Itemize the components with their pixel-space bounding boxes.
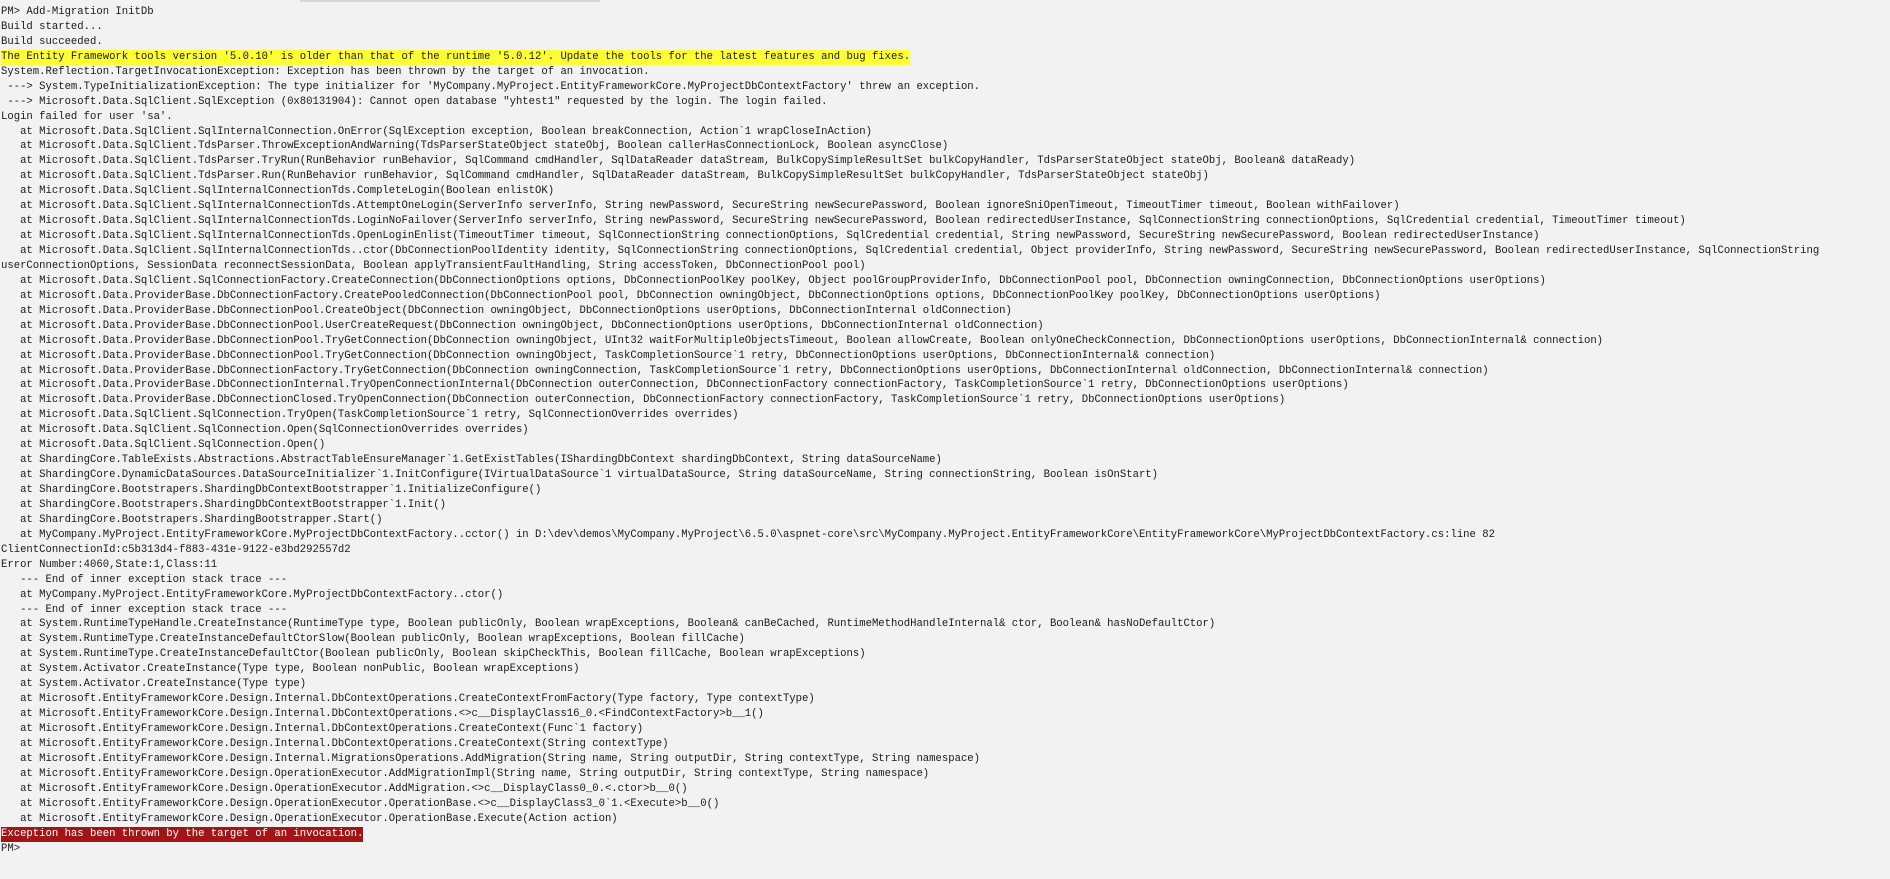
console-line-text: at MyCompany.MyProject.EntityFrameworkCore.MyProjectDbContextFactory..ctor(): [1, 588, 504, 601]
prompt-line: [0, 842, 1890, 857]
console-line: [0, 393, 1890, 408]
console-line-text: at Microsoft.EntityFrameworkCore.Design.Internal.DbContextOperations.CreateContext(String contextType): [1, 737, 669, 750]
console-line-text: at Microsoft.EntityFrameworkCore.Design.OperationExecutor.OperationBase.<>c__DisplayClass3_0`1.<Execute>b__0(): [1, 797, 720, 810]
console-line-text: PM>: [1, 842, 21, 855]
console-line-text: at MyCompany.MyProject.EntityFrameworkCore.MyProjectDbContextFactory..cctor() in D:\dev\demos\MyCompany.MyProject\6.5.0\aspnet-core\src\MyCompany.MyProject.EntityFrameworkCore\EntityFrameworkCore\MyProjectDbContextFactory.cs:line 82: [1, 528, 1495, 541]
console-line: [0, 558, 1890, 573]
console-line: [0, 662, 1890, 677]
console-line-text: at Microsoft.Data.SqlClient.SqlInternalConnectionTds..ctor(DbConnectionPoolIdentity identity, SqlConnectionString connectionOptions, SqlCredential credential, Object providerInfo, String newPassword, SecureString newSecurePassword, Boolean redirectedUserInstance, SqlConnectionString: [1, 245, 1820, 257]
console-line: [0, 438, 1890, 453]
console-line-text: Exception has been thrown by the target of an invocation.: [1, 827, 364, 840]
console-line: [0, 229, 1890, 244]
console-line-text: at Microsoft.Data.SqlClient.SqlInternalConnectionTds.LoginNoFailover(ServerInfo serverInfo, String newPassword, SecureString newSecurePassword, Boolean redirectedUserInstance, SqlConnectionString connectionOptions, SqlCredential credential, TimeoutTimer timeout): [1, 215, 1686, 228]
console-line-text: The Entity Framework tools version '5.0.10' is older than that of the runtime '5.0.12'. Update the tools for the latest features and bug fixes.: [1, 50, 911, 63]
error-message-line: [0, 827, 1890, 842]
console-line: [0, 528, 1890, 543]
console-line: [0, 154, 1890, 169]
console-line-text: at ShardingCore.DynamicDataSources.DataSourceInitializer`1.InitConfigure(IVirtualDataSource`1 virtualDataSource, String dataSourceName, String connectionString, Boolean isOnStart): [1, 469, 1159, 482]
console-line-text: at Microsoft.EntityFrameworkCore.Design.Internal.DbContextOperations.<>c__DisplayClass16_0.<FindContextFactory>b__1(): [1, 708, 764, 721]
console-line-text: at System.Activator.CreateInstance(Type type): [1, 678, 307, 691]
console-line-text: at Microsoft.Data.SqlClient.SqlConnection.Open(SqlConnectionOverrides overrides): [1, 424, 529, 437]
console-line-text: at Microsoft.Data.SqlClient.SqlInternalConnectionTds.AttemptOneLogin(ServerInfo serverInfo, String newPassword, SecureString newSecurePassword, Boolean ignoreSniOpenTimeout, TimeoutTimer timeout, Boolean withFailover): [1, 200, 1400, 213]
console-line: [0, 782, 1890, 797]
console-line-text: at Microsoft.Data.SqlClient.SqlConnection.Open(): [1, 439, 326, 452]
console-line-text: System.Reflection.TargetInvocationException: Exception has been thrown by the target of an invocation.: [1, 65, 650, 78]
console-line: [0, 408, 1890, 423]
console-line: [0, 812, 1890, 827]
console-line-text: at Microsoft.Data.SqlClient.SqlConnection.TryOpen(TaskCompletionSource`1 retry, SqlConnectionOverrides overrides): [1, 409, 739, 422]
console-line-text: at Microsoft.Data.ProviderBase.DbConnectionFactory.TryGetConnection(DbConnection owningConnection, TaskCompletionSource`1 retry, DbConnectionOptions userOptions, DbConnectionInternal oldConnection, DbConnectionInternal& connection): [1, 364, 1489, 377]
console-line-text: PM> Add-Migration InitDb: [1, 6, 154, 18]
command-prompt-line: [0, 5, 1890, 20]
console-line: [0, 423, 1890, 438]
console-line: [0, 737, 1890, 752]
console-line: [0, 498, 1890, 513]
console-line-text: at Microsoft.EntityFrameworkCore.Design.Internal.MigrationsOperations.AddMigration(String name, String outputDir, String contextType, String namespace): [1, 752, 981, 765]
console-line-text: at Microsoft.Data.ProviderBase.DbConnectionInternal.TryOpenConnectionInternal(DbConnection outerConnection, DbConnectionFactory connectionFactory, TaskCompletionSource`1 retry, DbConnectionOptions userOptions): [1, 379, 1349, 392]
console-line: [0, 797, 1890, 812]
console-line: [0, 617, 1890, 632]
console-line-text: ClientConnectionId:c5b313d4-f883-431e-9122-e3bd292557d2: [1, 543, 351, 556]
console-line-text: at Microsoft.Data.SqlClient.SqlInternalConnectionTds.OpenLoginEnlist(TimeoutTimer timeout, SqlConnectionString connectionOptions, SqlCredential credential, String newPassword, SecureString newSecurePassword, Boolean redirectedUserInstance): [1, 230, 1540, 243]
console-line: [0, 289, 1890, 304]
console-line-text: at ShardingCore.Bootstrapers.ShardingDbContextBootstrapper`1.InitializeConfigure(): [1, 484, 542, 496]
console-line: [0, 722, 1890, 737]
console-line-text: at System.RuntimeTypeHandle.CreateInstance(RuntimeType type, Boolean publicOnly, Boolean wrapExceptions, Boolean& canBeCached, RuntimeMethodHandleInternal& ctor, Boolean& hasNoDefaultCtor): [1, 618, 1216, 631]
console-line-text: at Microsoft.EntityFrameworkCore.Design.OperationExecutor.OperationBase.Execute(Action action): [1, 812, 618, 825]
console-line-text: at Microsoft.Data.SqlClient.SqlInternalConnection.OnError(SqlException exception, Boolean breakConnection, Action`1 wrapCloseInAction): [1, 125, 872, 138]
console-line: [0, 20, 1890, 35]
console-line: [0, 259, 1890, 274]
warning-message-line: [0, 50, 1890, 65]
console-line: [0, 647, 1890, 662]
console-line: [0, 483, 1890, 498]
console-line: [0, 169, 1890, 184]
console-line-text: at Microsoft.Data.ProviderBase.DbConnectionPool.TryGetConnection(DbConnection owningObject, TaskCompletionSource`1 retry, DbConnectionOptions userOptions, DbConnectionInternal& connection): [1, 349, 1216, 362]
console-line: [0, 199, 1890, 214]
console-line-text: at Microsoft.Data.SqlClient.SqlInternalConnectionTds.CompleteLogin(Boolean enlistOK): [1, 185, 555, 198]
console-line: [0, 603, 1890, 618]
console-line: [0, 244, 1890, 259]
console-line: [0, 468, 1890, 483]
console-line: [0, 707, 1890, 722]
console-line-text: at Microsoft.EntityFrameworkCore.Design.OperationExecutor.AddMigrationImpl(String name, String outputDir, String contextType, String namespace): [1, 767, 930, 780]
console-line-text: at Microsoft.Data.ProviderBase.DbConnectionFactory.CreatePooledConnection(DbConnectionPool pool, DbConnection owningObject, DbConnectionOptions options, DbConnectionPoolKey poolKey, DbConnectionOptions userOptions): [1, 289, 1381, 302]
console-line: [0, 274, 1890, 289]
console-line: [0, 692, 1890, 707]
console-line: [0, 214, 1890, 229]
console-line-text: at Microsoft.Data.ProviderBase.DbConnectionPool.CreateObject(DbConnection owningObject, DbConnectionOptions userOptions, DbConnectionInternal oldConnection): [1, 304, 1012, 317]
console-line: [0, 677, 1890, 692]
console-line-text: at ShardingCore.Bootstrapers.ShardingBootstrapper.Start(): [1, 513, 383, 526]
console-line-text: at Microsoft.EntityFrameworkCore.Design.Internal.DbContextOperations.CreateContextFromFactory(Type factory, Type contextType): [1, 693, 815, 706]
console-line-text: at Microsoft.EntityFrameworkCore.Design.Internal.DbContextOperations.CreateContext(Func`1 factory): [1, 723, 644, 735]
console-line: [0, 125, 1890, 140]
console-line-text: at ShardingCore.TableExists.Abstractions.AbstractTableEnsureManager`1.GetExistTables(IShardingDbContext shardingDbContext, String dataSourceName): [1, 454, 942, 467]
console-line: [0, 349, 1890, 364]
console-line-text: at Microsoft.Data.ProviderBase.DbConnectionClosed.TryOpenConnection(DbConnection outerConnection, DbConnectionFactory connectionFactory, TaskCompletionSource`1 retry, DbConnectionOptions userOptions): [1, 394, 1286, 407]
console-line-text: ---> System.TypeInitializationException: The type initializer for 'MyCompany.MyProject.EntityFrameworkCore.MyProjectDbContextFactory' threw an exception.: [1, 80, 981, 93]
horizontal-scroll-indicator[interactable]: [300, 0, 600, 2]
console-line: [0, 184, 1890, 199]
console-line-text: userConnectionOptions, SessionData reconnectSessionData, Boolean applyTransientFaultHandling, String accessToken, DbConnectionPool pool): [1, 259, 866, 272]
console-line: [0, 573, 1890, 588]
console-line: [0, 319, 1890, 334]
console-line-text: ---> Microsoft.Data.SqlClient.SqlException (0x80131904): Cannot open database "yhtest1" requested by the login. The login failed.: [1, 95, 828, 108]
console-line: [0, 65, 1890, 80]
console-line-text: at System.Activator.CreateInstance(Type type, Boolean nonPublic, Boolean wrapExceptions): [1, 663, 580, 676]
console-line-text: at Microsoft.Data.SqlClient.TdsParser.Run(RunBehavior runBehavior, SqlCommand cmdHandler, SqlDataReader dataStream, BulkCopySimpleResultSet bulkCopyHandler, TdsParserStateObject stateObj): [1, 170, 1209, 183]
console-line-text: at ShardingCore.Bootstrapers.ShardingDbContextBootstrapper`1.Init(): [1, 498, 447, 511]
console-line-text: Build succeeded.: [1, 35, 103, 48]
console-line-text: --- End of inner exception stack trace ---: [1, 573, 288, 586]
console-line-text: at Microsoft.Data.SqlClient.TdsParser.TryRun(RunBehavior runBehavior, SqlCommand cmdHandler, SqlDataReader dataStream, BulkCopySimpleResultSet bulkCopyHandler, TdsParserStateObject stateObj, Boolean& dataReady): [1, 155, 1356, 168]
console-line: [0, 139, 1890, 154]
console-line-text: --- End of inner exception stack trace ---: [1, 603, 288, 616]
console-line: [0, 513, 1890, 528]
console-line: [0, 588, 1890, 603]
console-line-text: at Microsoft.Data.SqlClient.TdsParser.ThrowExceptionAndWarning(TdsParserStateObject stateObj, Boolean callerHasConnectionLock, Boolean asyncClose): [1, 140, 949, 153]
console-line: [0, 80, 1890, 95]
console-output: [0, 5, 1890, 856]
console-line-text: at Microsoft.Data.SqlClient.SqlConnectionFactory.CreateConnection(DbConnectionOptions options, DbConnectionPoolKey poolKey, Object poolGroupProviderInfo, DbConnectionPool pool, DbConnection owningConnection, DbConnectionOptions userOptions): [1, 274, 1546, 287]
console-line: [0, 632, 1890, 647]
console-line-text: at Microsoft.Data.ProviderBase.DbConnectionPool.UserCreateRequest(DbConnection owningObject, DbConnectionOptions userOptions, DbConnectionInternal oldConnection): [1, 319, 1044, 332]
console-line: [0, 453, 1890, 468]
console-line-text: Login failed for user 'sa'.: [1, 110, 173, 123]
console-line-text: at Microsoft.Data.ProviderBase.DbConnectionPool.TryGetConnection(DbConnection owningObject, UInt32 waitForMultipleObjectsTimeout, Boolean allowCreate, Boolean onlyOneCheckConnection, DbConnectionOptions userOptions, DbConnectionInternal& connection): [1, 334, 1604, 347]
console-line: [0, 543, 1890, 558]
console-line: [0, 95, 1890, 110]
console-line-text: at System.RuntimeType.CreateInstanceDefaultCtor(Boolean publicOnly, Boolean skipCheckThis, Boolean fillCache, Boolean wrapExceptions): [1, 648, 866, 661]
console-line-text: Build started...: [1, 20, 103, 33]
console-line: [0, 752, 1890, 767]
console-line-text: at Microsoft.EntityFrameworkCore.Design.OperationExecutor.AddMigration.<>c__DisplayClass0_0.<.ctor>b__0(): [1, 782, 688, 795]
console-line: [0, 304, 1890, 319]
console-line-text: Error Number:4060,State:1,Class:11: [1, 558, 218, 571]
console-line: [0, 334, 1890, 349]
console-line: [0, 767, 1890, 782]
console-line: [0, 378, 1890, 393]
console-line: [0, 110, 1890, 125]
console-line: [0, 364, 1890, 379]
console-line: [0, 35, 1890, 50]
console-line-text: at System.RuntimeType.CreateInstanceDefaultCtorSlow(Boolean publicOnly, Boolean wrapExceptions, Boolean fillCache): [1, 633, 745, 646]
